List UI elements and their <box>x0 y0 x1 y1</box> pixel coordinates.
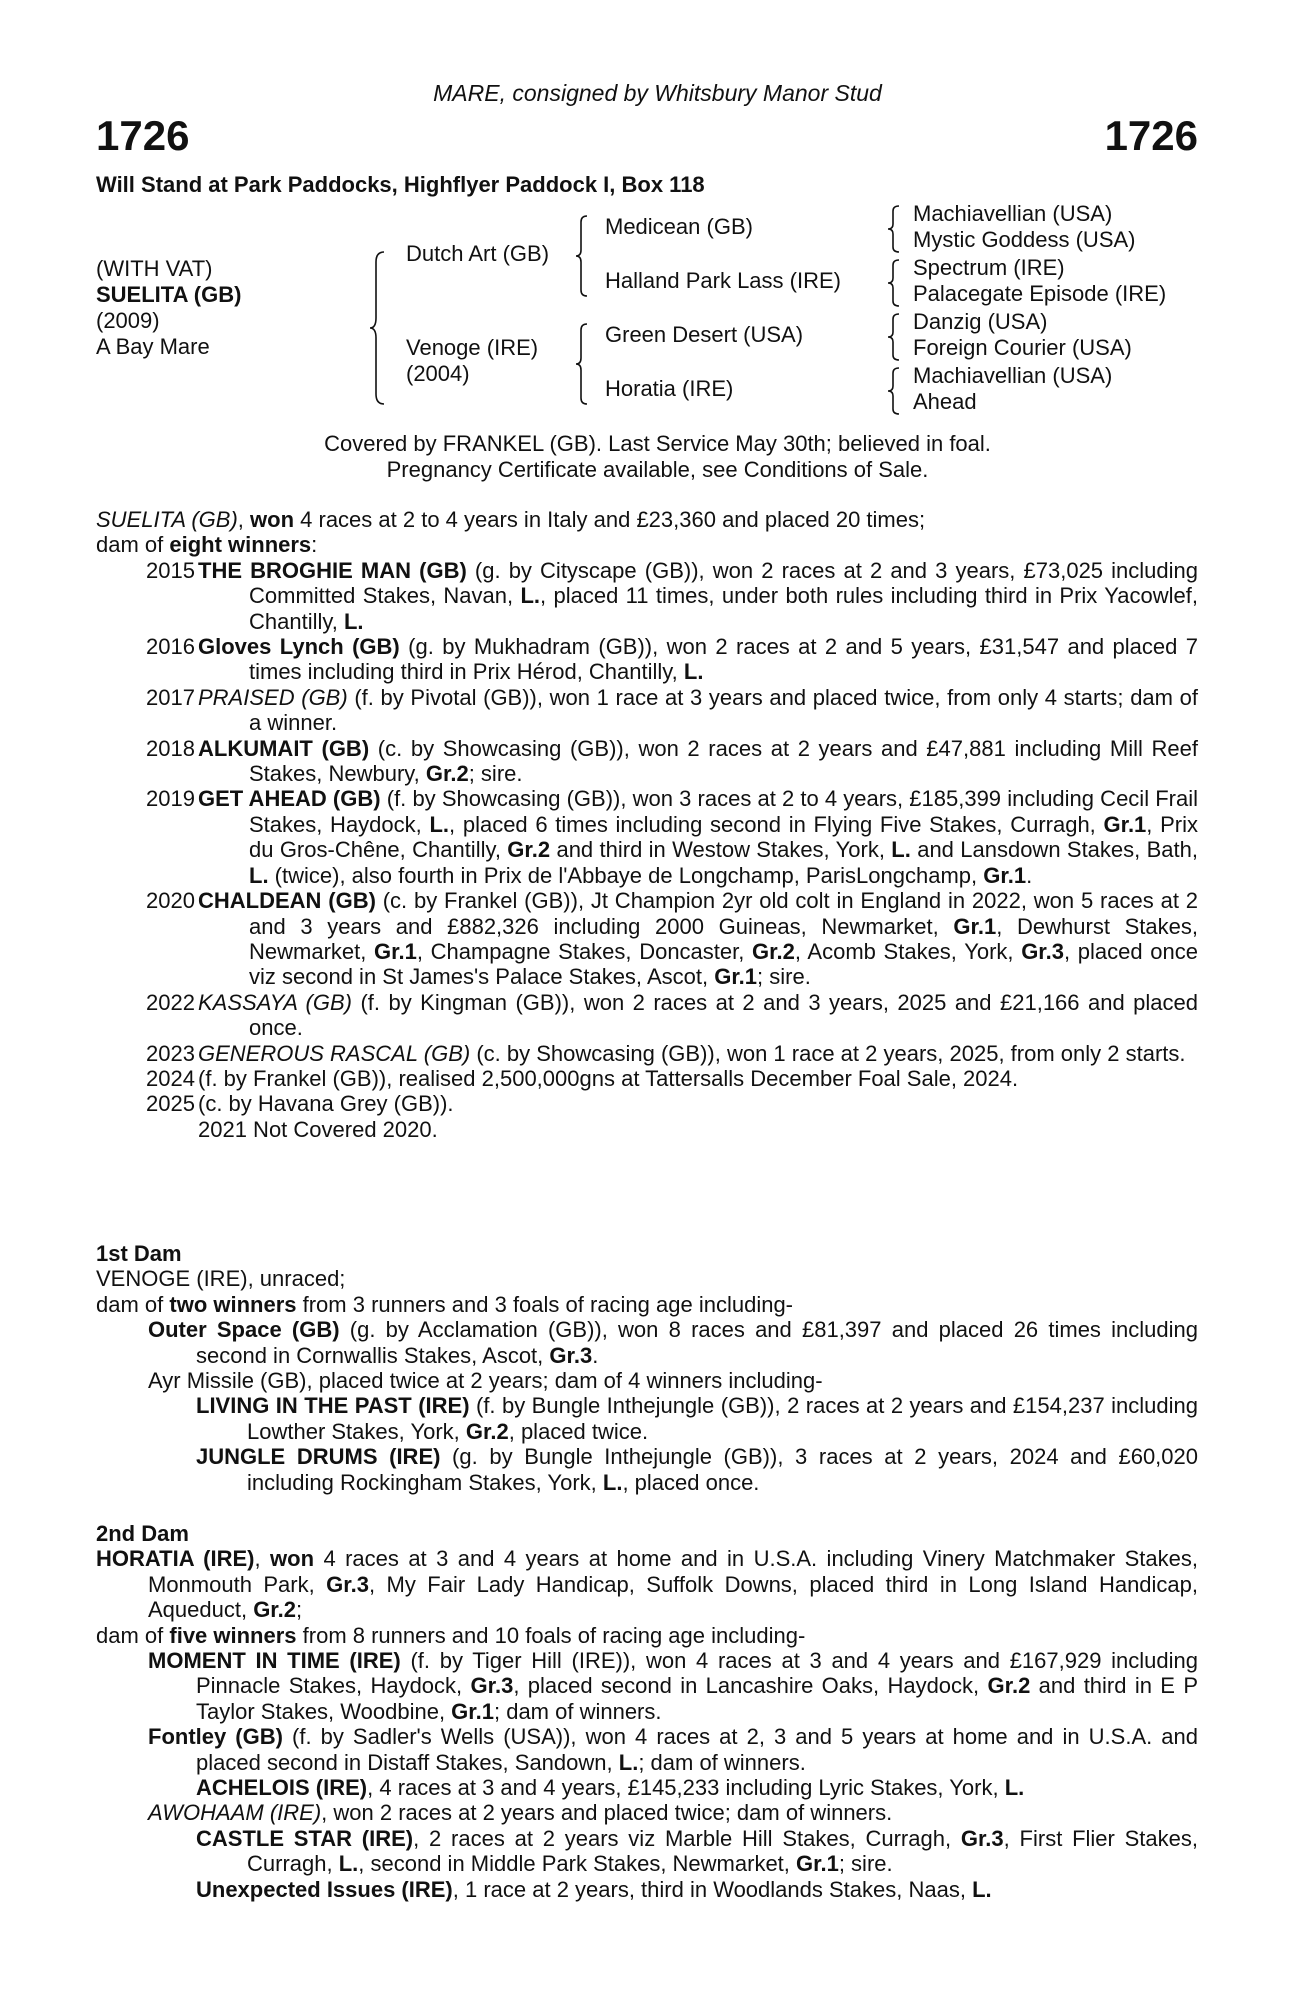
text-segment: (g. by Mukhadram (GB)), won 2 races at 2 and 5 years, £31,547 and placed 7 times including third in Prix Hérod, Chantilly, <box>249 634 1198 685</box>
produce-entry <box>96 685 1198 736</box>
bold-text: won <box>250 507 295 532</box>
text-segment: (c. by Showcasing (GB)), won 1 race at 2 years, 2025, from only 2 starts. <box>470 1040 1186 1066</box>
family-entry <box>196 1877 1198 1902</box>
bold-text: MOMENT IN TIME (IRE) <box>148 1648 401 1674</box>
gen3-ancestor: Danzig (USA) <box>913 309 1048 334</box>
produce-year: 2015 <box>146 557 195 583</box>
text-segment: ; <box>296 1597 303 1623</box>
bold-text: HORATIA (IRE) <box>96 1546 255 1572</box>
produce-entry <box>96 786 1198 888</box>
dam-sire: Green Desert (USA) <box>605 322 804 347</box>
bold-text: L. <box>602 1469 623 1495</box>
produce-record <box>96 507 1198 1142</box>
bold-text: CHALDEAN (GB) <box>198 888 376 914</box>
gen3-ancestor: Machiavellian (USA) <box>913 363 1113 388</box>
text-segment: : <box>311 532 318 558</box>
sire: Dutch Art (GB) <box>406 241 550 266</box>
family-entry <box>196 1393 1198 1444</box>
sire-sire: Medicean (GB) <box>605 214 753 239</box>
text-segment: ; dam of winners. <box>493 1698 662 1724</box>
produce-text <box>198 634 1198 685</box>
text-segment: . <box>592 1342 599 1368</box>
bold-text: Gr.2 <box>253 1597 296 1623</box>
bold-text: CASTLE STAR (IRE) <box>196 1825 414 1851</box>
brace-gen3-4 <box>886 366 902 416</box>
produce-year: 2024 <box>146 1065 195 1091</box>
text-segment: (g. by Cityscape (GB)), won 2 races at 2 and 3 years, £73,025 including Committed Stakes, Navan, <box>249 557 1198 609</box>
bold-text: eight winners <box>169 532 312 558</box>
produce-entry <box>96 558 1198 634</box>
italic-text: AWOHAAM (IRE) <box>148 1800 322 1826</box>
bold-text: Gr.3 <box>326 1571 369 1597</box>
family-entry <box>196 1826 1198 1877</box>
text-segment: , Prix du Gros-Chêne, Chantilly, <box>249 811 1198 863</box>
bold-text: LIVING IN THE PAST (IRE) <box>196 1393 470 1419</box>
family-entry <box>148 1724 1198 1775</box>
brace-gen3-3 <box>886 312 902 362</box>
italic-text: SUELITA (GB) <box>96 507 238 532</box>
bold-text: Gr.1 <box>1103 811 1147 837</box>
text-segment: , placed once. <box>622 1469 760 1495</box>
text-segment: , placed once viz second in St James's Palace Stakes, Ascot, <box>249 938 1198 990</box>
bold-text: Gr.2 <box>425 761 469 787</box>
produce-entry <box>96 1117 1198 1142</box>
text-segment: (g. by Bungle Inthejungle (GB)), 3 races at 2 years, 2024 and £60,020 including Rockingham Stakes, York, <box>247 1444 1199 1495</box>
italic-text: PRAISED (GB) <box>198 684 348 710</box>
text-segment: , Acomb Stakes, York, <box>794 938 1022 964</box>
horse-description: A Bay Mare <box>96 334 210 359</box>
brace-gen1 <box>368 250 388 406</box>
text-segment: and Lansdown Stakes, Bath, <box>910 837 1198 863</box>
produce-entry <box>96 736 1198 787</box>
bold-text: Unexpected Issues (IRE) <box>196 1876 453 1902</box>
text-segment: (twice), also fourth in Prix de l'Abbaye de Longchamp, ParisLongchamp, <box>268 862 984 888</box>
text-segment: 4 races at 3 and 4 years at home and in U.S.A. including Vinery Matchmaker Stakes, Monmouth Park, <box>148 1546 1199 1597</box>
produce-entry <box>96 1041 1198 1066</box>
bold-text: GET AHEAD (GB) <box>198 786 381 812</box>
text-segment: , 4 races at 3 and 4 years, £145,233 including Lyric Stakes, York, <box>367 1775 1005 1801</box>
produce-year: 2019 <box>146 786 195 812</box>
family-entry <box>96 1292 1198 1317</box>
bold-text: L. <box>683 659 704 685</box>
bold-text: L. <box>972 1876 992 1902</box>
bold-text: Gloves Lynch (GB) <box>198 634 400 660</box>
vat-note: (WITH VAT) <box>96 256 213 281</box>
brace-gen3-2 <box>886 258 902 308</box>
text-segment: and third in E P Taylor Stakes, Woodbine, <box>196 1673 1198 1724</box>
text-segment: dam of <box>96 1622 170 1648</box>
text-segment: (c. by Showcasing (GB)), won 2 races at 2 years and £47,881 including Mill Reef Stakes, Newbury, <box>249 735 1198 787</box>
produce-year: 2018 <box>146 735 195 761</box>
produce-text <box>198 990 1198 1041</box>
text-segment: from 8 runners and 10 foals of racing age including- <box>296 1622 806 1648</box>
produce-text <box>198 1117 1198 1142</box>
text-segment: ; sire. <box>757 964 811 990</box>
text-segment: (f. by Sadler's Wells (USA)), won 4 races at 2, 3 and 5 years at home and in U.S.A. and placed second in Distaff Stakes, Sandown, <box>196 1724 1199 1775</box>
text-segment: . <box>1026 862 1033 888</box>
text-segment: , 2 races at 2 years viz Marble Hill Stakes, Curragh, <box>413 1825 961 1851</box>
produce-text <box>198 888 1198 990</box>
produce-year: 2017 <box>146 684 195 710</box>
text-segment: , Champagne Stakes, Doncaster, <box>416 938 753 964</box>
text-segment: dam of <box>96 532 170 558</box>
text-segment: (f. by Bungle Inthejungle (GB)), 2 races at 2 years and £154,237 including Lowther Stakes, York, <box>247 1393 1198 1444</box>
produce-text <box>198 1041 1198 1066</box>
text-segment: , Dewhurst Stakes, Newmarket, <box>249 913 1198 964</box>
italic-text: KASSAYA (GB) <box>198 989 352 1015</box>
text-segment: (f. by Frankel (GB)), realised 2,500,000gns at Tattersalls December Foal Sale, 2024. <box>198 1065 1019 1091</box>
family-entry <box>96 1266 1198 1291</box>
produce-text <box>198 1091 1198 1116</box>
produce-text <box>198 786 1198 888</box>
bold-text: Gr.2 <box>507 837 551 863</box>
produce-entry <box>96 990 1198 1041</box>
brace-gen2-top <box>574 214 590 298</box>
brace-gen3-1 <box>886 204 902 254</box>
bold-text: Gr.3 <box>960 1825 1004 1851</box>
gen3-ancestor: Ahead <box>913 389 977 414</box>
bold-text: Outer Space (GB) <box>148 1317 340 1343</box>
text-segment: , second in Middle Park Stakes, Newmarket, <box>358 1851 797 1877</box>
bold-text: Gr.3 <box>1021 938 1064 964</box>
text-segment: dam of <box>96 1291 170 1317</box>
text-segment: , My Fair Lady Handicap, Suffolk Downs, placed third in Long Island Handicap, Aqueduct, <box>148 1571 1199 1623</box>
text-segment: (f. by Tiger Hill (IRE)), won 4 races at 3 and 4 years and £167,929 including Pinnacle Stakes, Haydock, <box>196 1648 1198 1699</box>
horse-year: (2009) <box>96 308 160 333</box>
bold-text: Gr.1 <box>714 964 758 990</box>
text-segment: , <box>237 507 251 532</box>
text-segment: VENOGE (IRE), unraced; <box>96 1266 346 1292</box>
bold-text: L. <box>618 1749 639 1775</box>
gen3-ancestor: Machiavellian (USA) <box>913 201 1113 226</box>
bold-text: two winners <box>169 1291 297 1317</box>
italic-text: GENEROUS RASCAL (GB) <box>198 1040 471 1066</box>
family-entry <box>148 1317 1198 1368</box>
bold-text: Gr.1 <box>451 1698 494 1724</box>
consignor-title: MARE, consigned by Whitsbury Manor Stud <box>433 80 882 106</box>
produce-intro-line <box>96 532 1198 557</box>
bold-text: ALKUMAIT (GB) <box>198 735 370 761</box>
gen3-ancestor: Palacegate Episode (IRE) <box>913 281 1167 306</box>
second_dam-heading: 2nd Dam <box>96 1521 189 1546</box>
text-segment: , <box>254 1546 271 1572</box>
gen3-ancestor: Spectrum (IRE) <box>913 255 1065 280</box>
produce-entry <box>96 888 1198 990</box>
text-segment: , won 2 races at 2 years and placed twice; dam of winners. <box>321 1800 893 1826</box>
text-segment: , First Flier Stakes, Curragh, <box>247 1825 1199 1877</box>
produce-text <box>198 736 1198 787</box>
produce-intro-line <box>96 507 1198 532</box>
text-segment: , placed 11 times, under both rules including third in Prix Yacowlef, Chantilly, <box>249 583 1198 634</box>
stand-location: Will Stand at Park Paddocks, Highflyer Paddock I, Box 118 <box>96 172 705 197</box>
lot-number-right: 1726 <box>1104 112 1198 159</box>
family-entry <box>148 1368 1198 1393</box>
text-segment: Ayr Missile (GB), placed twice at 2 years; dam of 4 winners including- <box>148 1368 823 1394</box>
text-segment: (f. by Kingman (GB)), won 2 races at 2 and 3 years, 2025 and £21,166 and placed once. <box>249 989 1198 1041</box>
produce-year <box>96 1117 198 1142</box>
family-entry <box>148 1800 1198 1825</box>
bold-text: Gr.2 <box>752 938 795 964</box>
text-segment: and third in Westow Stakes, York, <box>550 837 892 863</box>
text-segment: ; sire. <box>468 761 523 787</box>
bold-text: L. <box>343 608 364 634</box>
produce-text <box>198 685 1198 736</box>
bold-text: won <box>270 1546 315 1572</box>
gen3-ancestor: Foreign Courier (USA) <box>913 335 1132 360</box>
text-segment: (f. by Pivotal (GB)), won 1 race at 3 years and placed twice, from only 4 starts; dam of a winner. <box>249 684 1198 736</box>
produce-text <box>198 558 1198 634</box>
produce-year: 2020 <box>146 888 195 914</box>
pregnancy-note: Pregnancy Certificate available, see Conditions of Sale. <box>386 457 929 482</box>
gen3-ancestor: Mystic Goddess (USA) <box>913 227 1136 252</box>
text-segment: , placed twice. <box>508 1418 649 1444</box>
text-segment: ; sire. <box>838 1851 893 1877</box>
bold-text: Gr.1 <box>983 862 1027 888</box>
family-entry <box>196 1444 1198 1495</box>
covered-note: Covered by FRANKEL (GB). Last Service May 30th; believed in foal. <box>324 431 991 456</box>
bold-text: JUNGLE DRUMS (IRE) <box>196 1444 441 1470</box>
family-entry <box>96 1623 1198 1648</box>
text-segment: from 3 runners and 3 foals of racing age including- <box>296 1291 794 1317</box>
bold-text: Gr.1 <box>374 938 417 964</box>
dam-year: (2004) <box>406 361 470 386</box>
bold-text: THE BROGHIE MAN (GB) <box>198 557 467 583</box>
family-entry <box>148 1648 1198 1724</box>
bold-text: L. <box>520 583 541 609</box>
bold-text: L. <box>1004 1775 1025 1801</box>
produce-year: 2016 <box>146 634 195 660</box>
bold-text: L. <box>249 862 269 888</box>
brace-gen2-bottom <box>574 322 590 406</box>
bold-text: ACHELOIS (IRE) <box>196 1775 368 1801</box>
bold-text: Gr.1 <box>796 1851 839 1877</box>
bold-text: L. <box>891 837 911 863</box>
first_dam-heading: 1st Dam <box>96 1241 182 1266</box>
text-segment: 2021 Not Covered 2020. <box>198 1116 438 1142</box>
bold-text: L. <box>429 811 450 837</box>
dam: Venoge (IRE) <box>406 335 539 360</box>
text-segment: (c. by Frankel (GB)), Jt Champion 2yr old colt in England in 2022, won 5 races at 2 and 3 years and £882,326 including 2000 Guineas, Newmarket, <box>249 888 1198 939</box>
text-segment: ; dam of winners. <box>638 1749 806 1775</box>
bold-text: Gr.3 <box>470 1673 514 1699</box>
text-segment: , placed 6 times including second in Flying Five Stakes, Curragh, <box>449 811 1104 837</box>
horse-name: SUELITA (GB) <box>96 282 242 307</box>
produce-entry <box>96 634 1198 685</box>
produce-entry <box>96 1066 1198 1091</box>
bold-text: Gr.2 <box>465 1418 509 1444</box>
bold-text: Gr.1 <box>953 913 997 939</box>
bold-text: L. <box>338 1851 359 1877</box>
produce-year: 2025 <box>146 1091 195 1117</box>
text-segment: , placed second in Lancashire Oaks, Haydock, <box>513 1673 988 1699</box>
bold-text: five winners <box>169 1622 297 1648</box>
produce-text <box>198 1066 1198 1091</box>
produce-entry <box>96 1091 1198 1116</box>
bold-text: Gr.2 <box>987 1673 1031 1699</box>
sire-dam: Halland Park Lass (IRE) <box>605 268 841 293</box>
text-segment: (g. by Acclamation (GB)), won 8 races and £81,397 and placed 26 times including second in Cornwallis Stakes, Ascot, <box>196 1317 1198 1368</box>
text-segment: , 1 race at 2 years, third in Woodlands Stakes, Naas, <box>452 1876 973 1902</box>
text-segment: (f. by Showcasing (GB)), won 3 races at 2 to 4 years, £185,399 including Cecil Frail Stakes, Haydock, <box>249 786 1199 837</box>
dam-dam: Horatia (IRE) <box>605 376 734 401</box>
bold-text: Fontley (GB) <box>148 1724 283 1750</box>
text-segment: (c. by Havana Grey (GB)). <box>198 1091 454 1117</box>
text-segment: 4 races at 2 to 4 years in Italy and £23,360 and placed 20 times; <box>294 507 926 532</box>
bold-text: Gr.3 <box>549 1342 593 1368</box>
first-dam-section <box>96 1241 1198 1495</box>
produce-year: 2023 <box>146 1040 195 1066</box>
family-entry <box>196 1775 1198 1800</box>
second-dam-section <box>96 1521 1198 1902</box>
family-entry <box>96 1546 1198 1622</box>
produce-year: 2022 <box>146 989 195 1015</box>
lot-number-left: 1726 <box>96 112 190 159</box>
